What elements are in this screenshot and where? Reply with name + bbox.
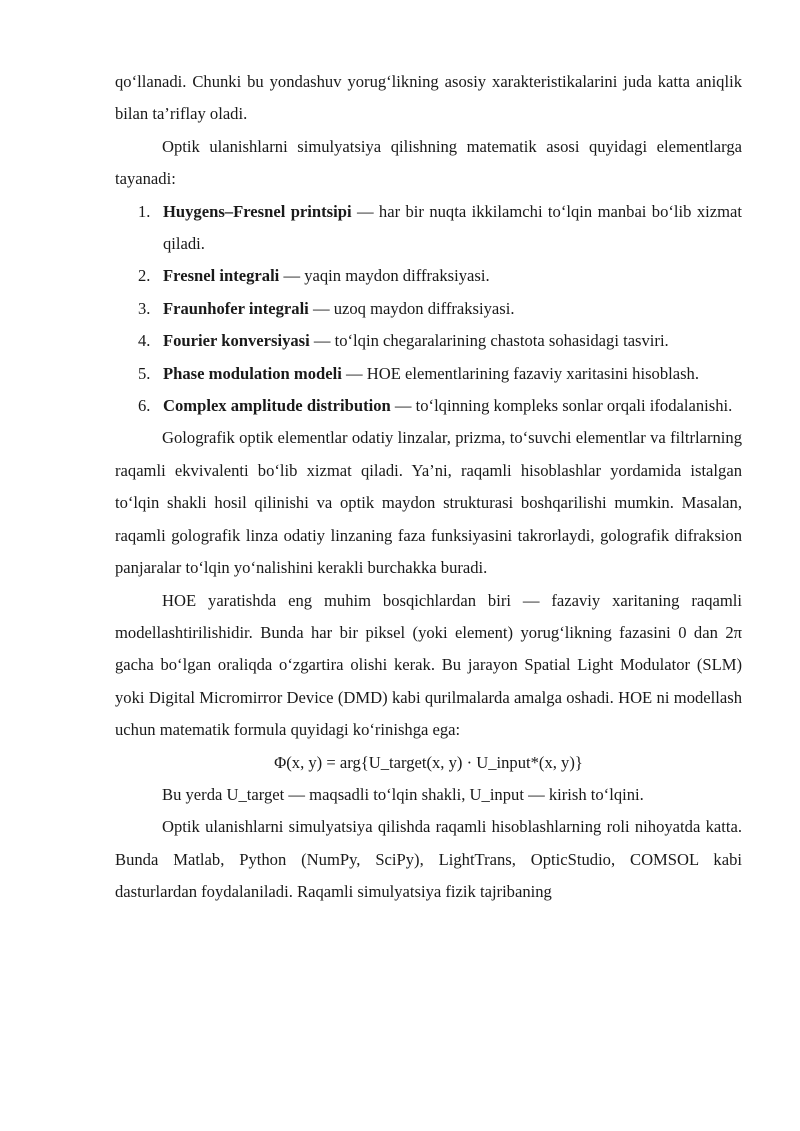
list-description: — har bir nuqta ikkilamchi to‘lqin manbai bo‘lib xizmat qiladi. xyxy=(163,201,742,254)
numbered-list xyxy=(115,196,742,423)
paragraph-simulation: Optik ulanishlarni simulyatsiya qilishda raqamli hisoblashlarning roli nihoyatda katta. Bunda Matlab, Python (NumPy, SciPy), LightTrans, OpticStudio, COMSOL kabi dasturlardan foydalaniladi. Raqamli simulyatsiya fizik tajribaning xyxy=(115,817,742,902)
paragraph-phase-map: HOE yaratishda eng muhim bosqichlardan biri — fazaviy xaritaning raqamli modellashtirilishidir. Bunda har bir piksel (yoki element) yorug‘likning fazasini 0 dan 2π gacha bo‘lgan oraliqda o‘zgartira olishi kerak. Bu jarayon Spatial Light Modulator (SLM) yoki Digital Micromirror Device (DMD) kabi qurilmalarda amalga oshadi. HOE ni modellash uchun matematik formula quyidagi ko‘rinishga ega: xyxy=(115,590,742,740)
list-number: 1. xyxy=(138,201,151,221)
paragraph-intro: Optik ulanishlarni simulyatsiya qilishning matematik asosi quyidagi elementlarga tayanadi: xyxy=(115,136,742,189)
list-item xyxy=(115,390,742,422)
list-item xyxy=(115,358,742,390)
list-term: Fraunhofer integrali xyxy=(163,298,309,318)
list-number: 5. xyxy=(138,363,151,383)
list-number: 6. xyxy=(138,396,151,416)
document-page xyxy=(115,66,742,909)
list-description: — HOE elementlarining fazaviy xaritasini hisoblash. xyxy=(341,363,700,383)
list-term: Phase modulation modeli xyxy=(163,363,342,383)
list-term: Fresnel integrali xyxy=(163,266,280,286)
list-item xyxy=(115,260,742,292)
list-item xyxy=(115,293,742,325)
paragraph-hoe-description: Golografik optik elementlar odatiy linzalar, prizma, to‘suvchi elementlar va filtrlarning raqamli ekvivalenti bo‘lib xizmat qiladi. Ya’ni, raqamli hisoblashlar yordamida istalgan to‘lqin shakli hosil qilinishi va optik maydon strukturasi boshqarilishi mumkin. Masalan, raqamli golografik linza odatiy linzaning faza funksiyasini takrorlaydi, golografik difraksion panjaralar to‘lqin yo‘nalishini kerakli burchakka buradi. xyxy=(115,428,742,578)
paragraph-continuation: qo‘llanadi. Chunki bu yondashuv yorug‘likning asosiy xarakteristikalarini juda katta aniqlik bilan ta’riflay oladi. xyxy=(115,72,742,124)
list-description: — to‘lqin chegaralarining chastota sohasidagi tasviri. xyxy=(309,331,669,351)
list-description: — to‘lqinning kompleks sonlar orqali ifodalanishi. xyxy=(390,396,733,416)
list-term: Huygens–Fresnel printsipi xyxy=(163,201,352,221)
list-number: 3. xyxy=(138,298,151,318)
list-description: — yaqin maydon diffraksiyasi. xyxy=(279,266,490,286)
paragraph-formula-explanation: Bu yerda U_target — maqsadli to‘lqin shakli, U_input — kirish to‘lqini. xyxy=(162,784,644,804)
formula: Φ(x, y) = arg{U_target(x, y) · U_input*(x, y)} xyxy=(274,752,583,772)
list-item xyxy=(115,196,742,261)
list-number: 4. xyxy=(138,331,151,351)
list-description: — uzoq maydon diffraksiyasi. xyxy=(308,298,515,318)
list-term: Complex amplitude distribution xyxy=(163,396,391,416)
list-item xyxy=(115,325,742,357)
list-term: Fourier konversiyasi xyxy=(163,331,310,351)
list-number: 2. xyxy=(138,266,151,286)
